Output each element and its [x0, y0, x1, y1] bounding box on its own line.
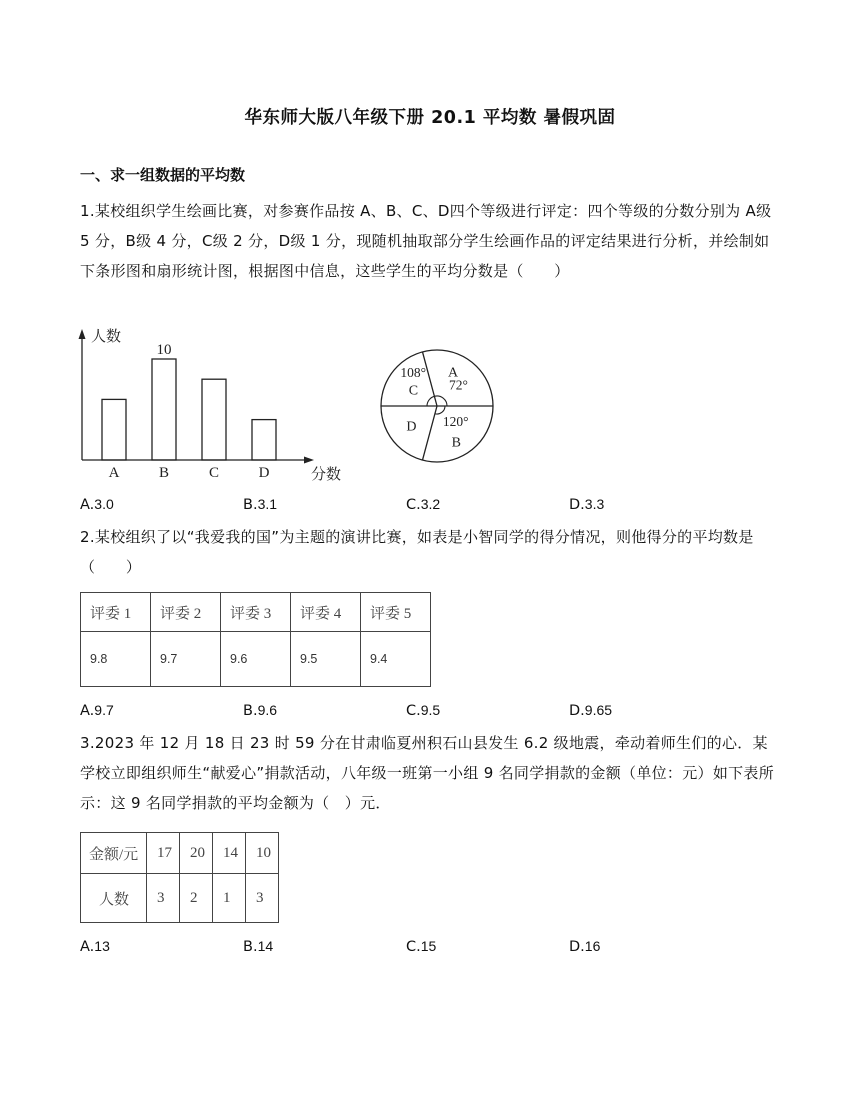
- table-cell: 9.8: [81, 632, 151, 687]
- q1-option-c[interactable]: C.3.2: [406, 496, 441, 513]
- x-tick-label: D: [258, 465, 270, 481]
- pie-slice-label-b: B: [451, 435, 461, 451]
- y-axis-arrow: [79, 329, 86, 339]
- q2-option-a[interactable]: A.9.7: [80, 702, 114, 719]
- pie-angle-arc: [427, 396, 434, 406]
- q1-option-a[interactable]: A.3.0: [80, 496, 114, 513]
- table-cell: 10: [246, 833, 279, 874]
- pie-angle-label: 108°: [400, 365, 427, 381]
- table-cell: 14: [213, 833, 246, 874]
- q2-option-c[interactable]: C.9.5: [406, 702, 441, 719]
- y-axis-label: 人数: [91, 329, 122, 345]
- pie-slice-label-a: A: [447, 365, 459, 381]
- pie-slice-label-d: D: [406, 419, 417, 435]
- q3-option-b[interactable]: B.14: [243, 938, 274, 955]
- bar-data-label: 10: [156, 342, 172, 358]
- x-tick-label: C: [208, 465, 220, 481]
- judges-score-table: [80, 592, 431, 687]
- table-cell: 3: [147, 874, 180, 923]
- bar-c: [202, 379, 226, 460]
- table-header-cell: 评委 1: [81, 593, 151, 632]
- q3-option-c[interactable]: C.15: [406, 938, 437, 955]
- q3-option-d[interactable]: D.16: [569, 938, 601, 955]
- table-cell: 3: [246, 874, 279, 923]
- table-header-cell: 评委 2: [151, 593, 221, 632]
- table-cell: 17: [147, 833, 180, 874]
- section-heading: 一、求一组数据的平均数: [80, 166, 246, 184]
- table-cell: 9.7: [151, 632, 221, 687]
- bar-b: [152, 359, 176, 460]
- q2-option-b[interactable]: B.9.6: [243, 702, 278, 719]
- table-cell: 20: [180, 833, 213, 874]
- x-axis-arrow: [304, 457, 314, 464]
- pie-slice-label-c: C: [408, 383, 419, 399]
- table-header-cell: 评委 4: [291, 593, 361, 632]
- x-axis-label: 分数: [311, 467, 342, 483]
- x-tick-label: B: [158, 465, 170, 481]
- question-2-text: 2.某校组织了以“我爱我的国”为主题的演讲比赛，如表是小智同学的得分情况，则他得分的平均数是（ ）: [80, 528, 754, 576]
- q1-option-b[interactable]: B.3.1: [243, 496, 278, 513]
- bar-chart: [74, 326, 354, 486]
- q3-option-a[interactable]: A.13: [80, 938, 110, 955]
- question-1-text: 1.某校组织学生绘画比赛，对参赛作品按 A、B、C、D四个等级进行评定：四个等级的分数分别为 A级 5 分，B级 4 分，C级 2 分，D级 1 分，现随机抽取部分学生绘画作品的评定结果进行分析，并绘制如下条形图和扇形统计图，根据图中信息，这些学生的平均分数是（ ）: [80, 202, 772, 280]
- pie-angle-label: 120°: [442, 413, 469, 429]
- table-cell: 9.6: [221, 632, 291, 687]
- donation-table: [80, 832, 279, 923]
- pie-angle-label: 72°: [449, 377, 468, 393]
- x-tick-label: A: [108, 465, 120, 481]
- table-header-cell: 金额/元: [81, 833, 147, 874]
- page-title: 华东师大版八年级下册 20.1 平均数 暑假巩固: [244, 108, 616, 128]
- q2-option-d[interactable]: D.9.65: [569, 702, 613, 719]
- bar-d: [252, 420, 276, 460]
- pie-chart: [379, 348, 499, 468]
- table-cell: 9.5: [291, 632, 361, 687]
- q1-option-d[interactable]: D.3.3: [569, 496, 605, 513]
- table-header-cell: 评委 5: [361, 593, 431, 632]
- question-3-text: 3.2023 年 12 月 18 日 23 时 59 分在甘肃临夏州积石山县发生 6.2 级地震，牵动着师生们的心．某学校立即组织师生“献爱心”捐款活动，八年级一班第一小组 9 名同学捐款的金额（单位：元）如下表所示：这 9 名同学捐款的平均金额为（ ）元．: [80, 734, 775, 812]
- table-cell: 2: [180, 874, 213, 923]
- table-header-cell: 评委 3: [221, 593, 291, 632]
- table-cell: 1: [213, 874, 246, 923]
- table-header-cell: 人数: [81, 874, 147, 923]
- bar-a: [102, 399, 126, 460]
- table-cell: 9.4: [361, 632, 431, 687]
